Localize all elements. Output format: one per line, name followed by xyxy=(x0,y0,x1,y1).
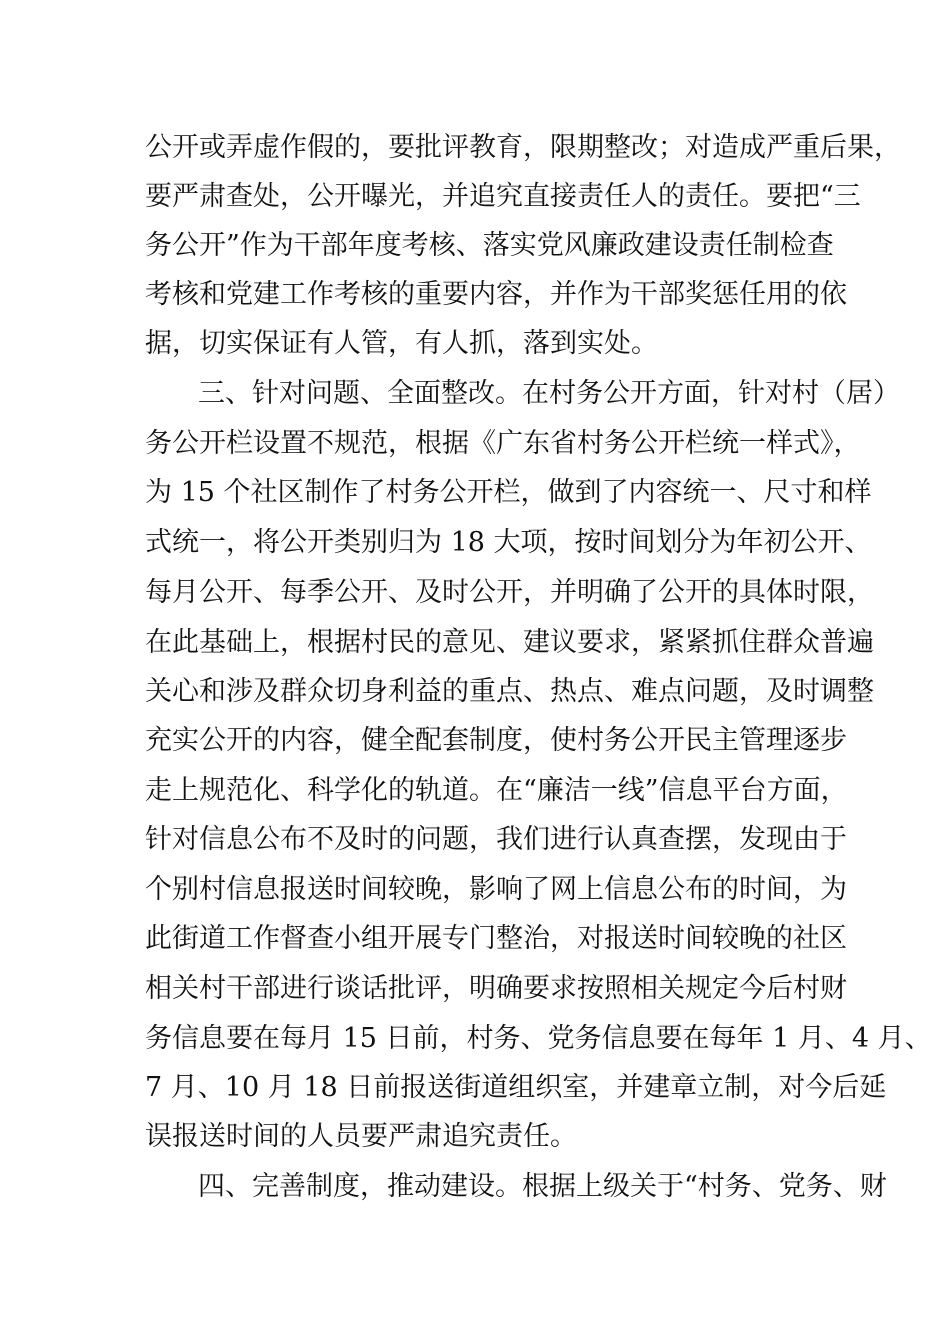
text-line-13: 充实公开的内容，健全配套制度，使村务公开民主管理逐步 xyxy=(145,725,847,756)
text-line-17: 此街道工作督查小组开展专门整治，对报送时间较晚的社区 xyxy=(145,923,847,954)
text-line-7: 务公开栏设置不规范，根据《广东省村务公开栏统一样式》， xyxy=(145,428,861,459)
text-line-4: 考核和党建工作考核的重要内容，并作为干部奖惩任用的依 xyxy=(145,279,847,310)
text-line-12: 关心和涉及群众切身利益的重点、热点、难点问题，及时调整 xyxy=(145,676,874,707)
text-line-9: 式统一，将公开类别归为 18 大项，按时间划分为年初公开、 xyxy=(145,527,872,558)
paragraph-heading-4: 四、完善制度，推动建设。根据上级关于“村务、党务、财 xyxy=(198,1171,887,1202)
text-line-15: 针对信息公布不及时的问题，我们进行认真查摆，发现由于 xyxy=(145,824,847,855)
text-line-19: 务信息要在每月 15 日前，村务、党务信息要在每年 1 月、4 月、 xyxy=(145,1023,932,1054)
text-line-14: 走上规范化、科学化的轨道。在“廉洁一线”信息平台方面， xyxy=(145,775,848,806)
text-line-11: 在此基础上，根据村民的意见、建议要求，紧紧抓住群众普遍 xyxy=(145,627,874,658)
text-line-2: 要严肃查处，公开曝光，并追究直接责任人的责任。要把“三 xyxy=(145,181,861,212)
text-line-3: 务公开”作为干部年度考核、落实党风廉政建设责任制检查 xyxy=(145,230,834,261)
text-line-8: 为 15 个社区制作了村务公开栏，做到了内容统一、尺寸和样 xyxy=(145,477,872,508)
text-line-18: 相关村干部进行谈话批评，明确要求按照相关规定今后村财 xyxy=(145,973,847,1004)
text-line-5: 据，切实保证有人管，有人抓，落到实处。 xyxy=(145,328,658,359)
text-line-1: 公开或弄虚作假的，要批评教育，限期整改；对造成严重后果， xyxy=(145,132,901,163)
text-line-21: 误报送时间的人员要严肃追究责任。 xyxy=(145,1121,577,1152)
text-line-16: 个别村信息报送时间较晚，影响了网上信息公布的时间，为 xyxy=(145,874,847,905)
text-line-20: 7 月、10 月 18 日前报送街道组织室，并建章立制，对今后延 xyxy=(145,1072,887,1103)
text-line-10: 每月公开、每季公开、及时公开，并明确了公开的具体时限， xyxy=(145,577,874,608)
paragraph-heading-3: 三、针对问题、全面整改。在村务公开方面，针对村（居） xyxy=(198,378,900,409)
